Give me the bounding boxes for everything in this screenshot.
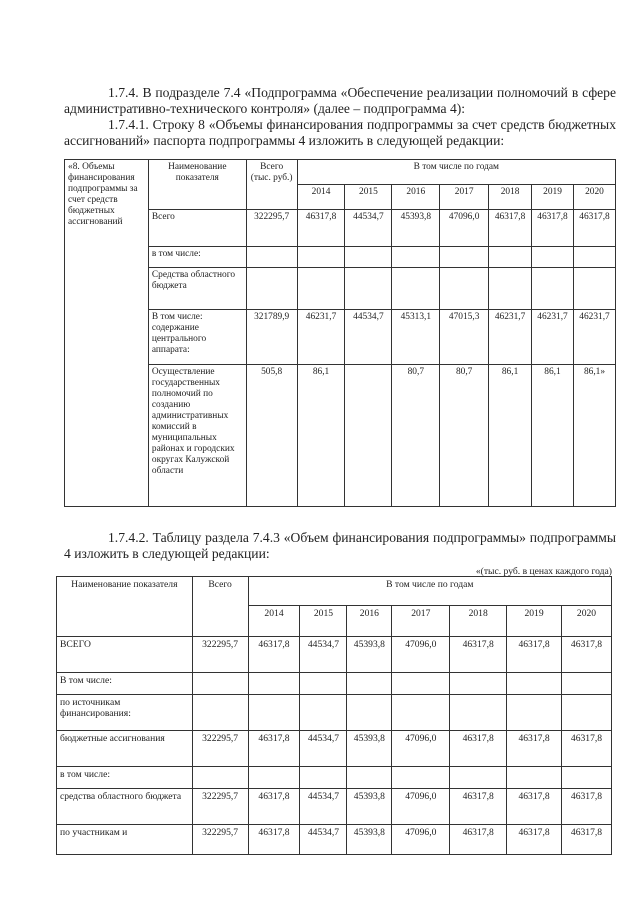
row-value: 46317,8	[562, 789, 612, 825]
row-value: 44534,7	[345, 310, 392, 365]
table-row	[57, 767, 612, 789]
year-header: 2014	[297, 185, 345, 210]
row-name: в том числе:	[57, 767, 193, 789]
row-value: 46317,8	[562, 637, 612, 673]
year-header: 2016	[347, 606, 392, 637]
row-total: 321789,9	[246, 310, 297, 365]
row-value: 46317,8	[507, 825, 562, 855]
row-value: 80,7	[440, 365, 489, 507]
header-name: Наименование показателя	[148, 160, 246, 210]
paragraph-text: 1.7.4. В подразделе 7.4 «Подпрограмма «Обеспечение реализации полномочий в сфере административно-технического контроля» (далее – подпрограмма 4):	[64, 85, 616, 116]
row-value: 80,7	[392, 365, 440, 507]
table-row	[57, 695, 612, 731]
row-name: Всего	[148, 210, 246, 247]
row-value: 46317,8	[450, 825, 507, 855]
year-header: 2015	[300, 606, 347, 637]
row-value: 46317,8	[248, 825, 300, 855]
year-header: 2020	[573, 185, 615, 210]
row-value: 44534,7	[345, 210, 392, 247]
row-value: 46317,8	[532, 210, 574, 247]
table-row	[57, 673, 612, 695]
year-header: 2015	[345, 185, 392, 210]
paragraph-text: 1.7.4.2. Таблицу раздела 7.4.3 «Объем финансирования подпрограммы» подпрограммы 4 изложить в следующей редакции:	[64, 530, 616, 561]
row-name: Средства областного бюджета	[148, 268, 246, 310]
table-row	[57, 731, 612, 767]
row-value	[345, 365, 392, 507]
paragraph-1-7-4	[64, 85, 616, 149]
header-total: Всего (тыс. руб.)	[246, 160, 297, 210]
table-row	[57, 789, 612, 825]
row-total: 322295,7	[192, 825, 248, 855]
row-value: 86,1	[532, 365, 574, 507]
passport-funding-table	[64, 159, 616, 507]
row-value: 46317,8	[297, 210, 345, 247]
row-name: ВСЕГО	[57, 637, 193, 673]
row-value: 44534,7	[300, 825, 347, 855]
row-value: 46317,8	[562, 731, 612, 767]
row-value: 86,1	[489, 365, 532, 507]
row-value: 46317,8	[450, 637, 507, 673]
row-value: 46317,8	[248, 637, 300, 673]
table-row	[57, 637, 612, 673]
row-value: 45393,8	[347, 731, 392, 767]
row-value: 44534,7	[300, 789, 347, 825]
row-total: 322295,7	[192, 731, 248, 767]
subprogram-funding-table	[56, 576, 612, 855]
units-note: «(тыс. руб. в ценах каждого года)	[475, 566, 612, 577]
row-value: 44534,7	[300, 731, 347, 767]
row-total: 505,8	[246, 365, 297, 507]
row-value: 46231,7	[573, 310, 615, 365]
row-total: 322295,7	[246, 210, 297, 247]
year-header: 2019	[532, 185, 574, 210]
paragraph-text: 1.7.4.1. Строку 8 «Объемы финансирования подпрограммы за счет средств бюджетных ассигнований» паспорта подпрограммы 4 изложить в следующей редакции:	[64, 117, 616, 148]
row-value: 46317,8	[450, 789, 507, 825]
row-name: В том числе: содержание центрального аппарата:	[148, 310, 246, 365]
row-name: по источникам финансирования:	[57, 695, 193, 731]
row-value: 47015,3	[440, 310, 489, 365]
row-value: 45393,8	[347, 825, 392, 855]
row-value: 47096,0	[440, 210, 489, 247]
row-value: 46317,8	[450, 731, 507, 767]
row-total: 322295,7	[192, 789, 248, 825]
row-value: 45393,8	[392, 210, 440, 247]
header-total: Всего	[192, 577, 248, 637]
year-header: 2014	[248, 606, 300, 637]
row-value: 46317,8	[562, 825, 612, 855]
row-total: 322295,7	[192, 637, 248, 673]
row-value: 47096,0	[392, 789, 450, 825]
row-value: 46317,8	[248, 731, 300, 767]
row-value: 46317,8	[507, 789, 562, 825]
row-name: по участникам и	[57, 825, 193, 855]
row-name: В том числе:	[57, 673, 193, 695]
year-header: 2018	[450, 606, 507, 637]
row-value: 44534,7	[300, 637, 347, 673]
year-header: 2019	[507, 606, 562, 637]
row-value: 86,1»	[573, 365, 615, 507]
row-label-cell: «8. Объемы финансирования подпрограммы за счет средств бюджетных ассигнований	[65, 160, 149, 507]
year-header: 2017	[440, 185, 489, 210]
row-name: бюджетные ассигнования	[57, 731, 193, 767]
header-years: В том числе по годам	[297, 160, 615, 185]
row-value: 47096,0	[392, 637, 450, 673]
header-years: В том числе по годам	[248, 577, 611, 606]
row-value: 46317,8	[507, 637, 562, 673]
year-header: 2020	[562, 606, 612, 637]
row-value: 46231,7	[489, 310, 532, 365]
row-name: в том числе:	[148, 247, 246, 268]
row-value: 46231,7	[297, 310, 345, 365]
year-header: 2017	[392, 606, 450, 637]
row-value: 86,1	[297, 365, 345, 507]
header-name: Наименование показателя	[57, 577, 193, 637]
table-row	[57, 825, 612, 855]
paragraph-1-7-4-2	[64, 530, 616, 562]
row-value: 47096,0	[392, 731, 450, 767]
row-name: средства областного бюджета	[57, 789, 193, 825]
year-header: 2016	[392, 185, 440, 210]
row-value: 45393,8	[347, 637, 392, 673]
row-value: 46317,8	[573, 210, 615, 247]
row-value: 46317,8	[489, 210, 532, 247]
row-name: Осуществление государственных полномочий по созданию административных комиссий в муниципальных районах и городских округах Калужской области	[148, 365, 246, 507]
row-value: 46317,8	[507, 731, 562, 767]
row-value: 46317,8	[248, 789, 300, 825]
row-value: 46231,7	[532, 310, 574, 365]
row-value: 47096,0	[392, 825, 450, 855]
row-value: 45393,8	[347, 789, 392, 825]
row-value: 45313,1	[392, 310, 440, 365]
year-header: 2018	[489, 185, 532, 210]
